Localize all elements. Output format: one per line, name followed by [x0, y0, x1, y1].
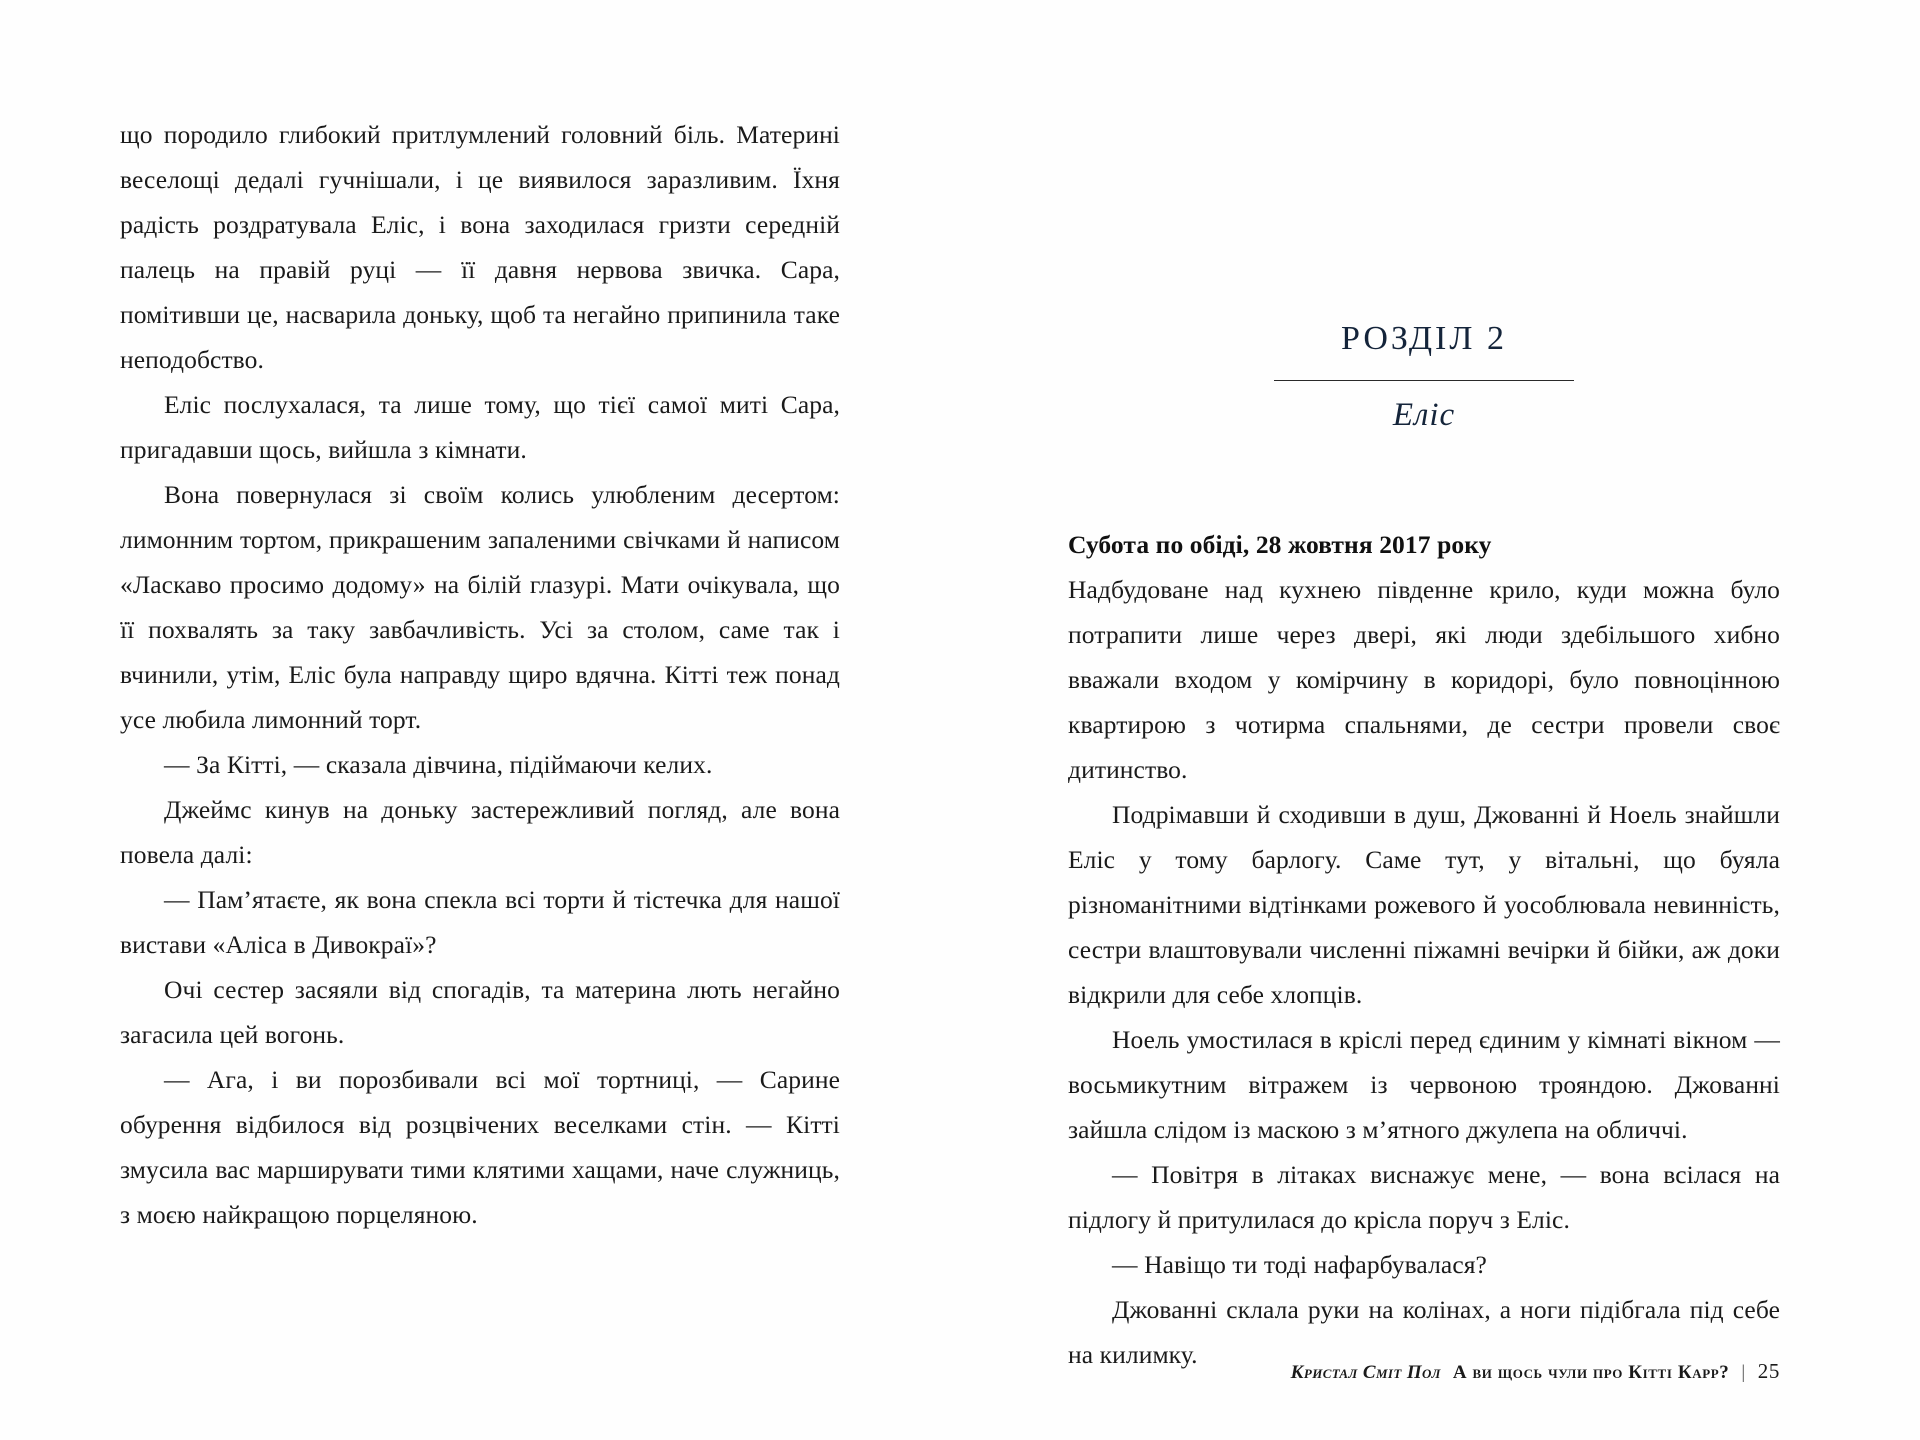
page-number: 25	[1757, 1359, 1780, 1383]
right-page-column	[960, 0, 1920, 1440]
paragraph: Еліс послухалася, та лише тому, що тієї самої миті Сара, пригадавши щось, вийшла з кімнати.	[120, 390, 840, 464]
paragraph: — Навіщо ти тоді нафарбувалася?	[1112, 1250, 1487, 1279]
chapter-heading-block	[1068, 320, 1780, 434]
paragraph: що породило глибокий притлумлений головний біль. Материні веселощі дедалі гучнішали, і це виявилося заразливим. Їхня радість роздратувала Еліс, і вона заходилася гризти середній палець на правій руці — її давня нервова звичка. Сара, помітивши це, насварила доньку, щоб та негайно припинила таке неподобство.	[120, 120, 840, 374]
paragraph: Очі сестер засяяли від спогадів, та материна лють негайно загасила цей вогонь.	[120, 975, 840, 1049]
footer-author: Кристал Сміт Пол	[1290, 1362, 1441, 1383]
chapter-title: РОЗДІЛ 2	[1341, 320, 1507, 357]
right-page-body	[1068, 522, 1780, 1377]
paragraph: — Повітря в літаках виснажує мене, — вона всілася на підлогу й притулилася до крісла поруч з Еліс.	[1068, 1160, 1780, 1234]
paragraph: Надбудоване над кухнею південне крило, куди можна було потрапити лише через двері, які люди здебільшого хибно вважали входом у комірчину в коридорі, було повноцінною квартирою з чотирма спальнями, де сестри провели своє дитинство.	[1068, 575, 1780, 784]
chapter-subtitle: Еліс	[1392, 397, 1456, 433]
chapter-divider	[1274, 380, 1574, 381]
footer-book-title: А ви щось чули про Кітті Карр?	[1452, 1362, 1730, 1383]
paragraph: Ноель умостилася в кріслі перед єдиним у кімнаті вікном — восьмикутним вітражем із червоною трояндою. Джованні зайшла слідом із маскою з м’ятного джулепа на обличчі.	[1068, 1025, 1780, 1144]
paragraph: — Пам’ятаєте, як вона спекла всі торти й тістечка для нашої вистави «Аліса в Дивокраї»?	[120, 885, 840, 959]
section-date: Субота по обіді, 28 жовтня 2017 року	[1068, 530, 1492, 559]
paragraph: Подрімавши й сходивши в душ, Джованні й Ноель знайшли Еліс у тому барлогу. Саме тут, у вітальні, що буяла різноманітними відтінками рожевого й уособлювала невинність, сестри влаштовували численні піжамні вечірки й бійки, аж доки відкрили для себе хлопців.	[1068, 800, 1780, 1009]
footer-separator: |	[1741, 1362, 1746, 1383]
page-footer	[1291, 1359, 1780, 1384]
paragraph: Джеймс кинув на доньку застережливий погляд, але вона повела далі:	[120, 795, 840, 869]
paragraph: Вона повернулася зі своїм колись улюбленим десертом: лимонним тортом, прикрашеним запаленими свічками й написом «Ласкаво просимо додому» на білій глазурі. Мати очікувала, що її похвалять за таку завбачливість. Усі за столом, саме так і вчинили, утім, Еліс була направду щиро вдячна. Кітті теж понад усе любила лимонний торт.	[120, 480, 840, 734]
paragraph: — Ага, і ви порозбивали всі мої тортниці, — Сарине обурення відбилося від розцвічених веселками стін. — Кітті змусила вас марширувати тими клятими хащами, наче служниць, з моєю найкращою порцеляною.	[120, 1065, 840, 1229]
paragraph: Джованні склала руки на колінах, а ноги підібгала під себе на килимку.	[1068, 1295, 1780, 1369]
paragraph: — За Кітті, — сказала дівчина, підіймаючи келих.	[164, 750, 713, 779]
